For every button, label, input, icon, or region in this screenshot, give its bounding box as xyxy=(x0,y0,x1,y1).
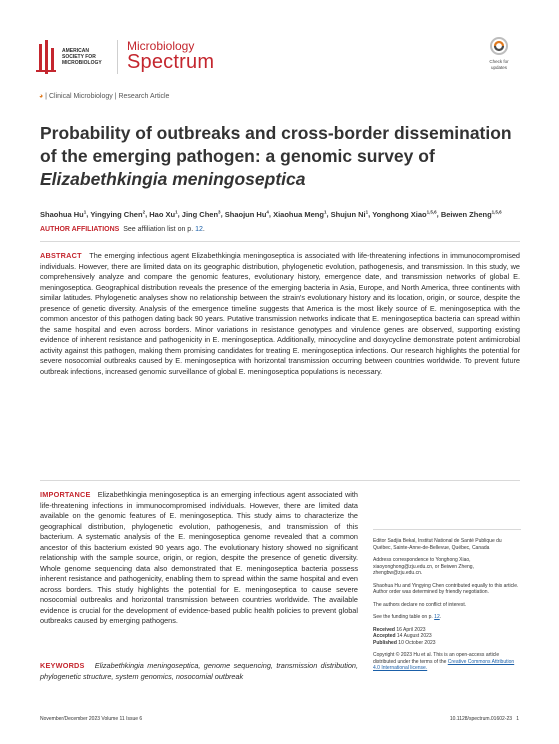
article-title: Probability of outbreaks and cross-border dissemination of the emerging pathogen: a genomic survey of Elizabethkingia meningoseptica xyxy=(40,123,512,189)
abstract: ABSTRACT The emerging infectious agent Elizabethkingia meningoseptica is associated with life-threatening infections in immunocompromised individuals. However, there are limited data on its geographic distribution, phylogenetic evolution, pathogenesis, and transmission. In this study, we comprehensively analyze and compare the genomic features, evolutionary history, emergence date, and transmission networks of global E. meningoseptica. Geographical distribution reveals the presence of the emerging bacteria in Asia, Europe, and North America, three continents with similar latitudes. Phylogenetic analyses show no relationship between the strain's evolutionary history and its location, origin, or source, despite the presence of genetic diversity. Analysis of the emergence timeline suggests that America is the most likely source of E. meningoseptica with the common ancestor of this pathogen dating back 90 years. Putative transmission networks indicate that E. meningoseptica bacteria can spread within the same hospital and even across borders. Minor variations in resistance genotypes and virulence genes are observed, supporting existing evidence of inherent resistance and pathogenicity in E. meningoseptica. Additionally, minocycline and doxycycline demonstrate potent antimicrobial activity against this pathogen, making them promising candidates for treating E. meningoseptica infections. Our research highlights the potential for severe nosocomial outbreaks caused by E. meningoseptica with horizontal transmission occurring between countries worldwide. To prevent future outbreak infections, increased genomic surveillance of global E. meningoseptica populations is necessary. xyxy=(40,251,520,376)
journal-name-line2: Spectrum xyxy=(127,51,215,73)
funding-note: See the funding table on p. 12. xyxy=(373,614,442,620)
published-date: Published 10 October 2023 xyxy=(373,639,436,646)
conflict-note: The authors declare no conflict of interest. xyxy=(373,601,467,608)
check-updates-label: Check for updates xyxy=(489,59,509,70)
author-affiliation-marker: 1 xyxy=(323,209,327,214)
author-name[interactable]: Yingying Chen$^2$ xyxy=(90,209,146,219)
divider xyxy=(40,480,520,481)
category-label: Clinical Microbiology xyxy=(48,93,113,100)
sidebar-divider xyxy=(373,529,521,530)
author-affiliations: AUTHOR AFFILIATIONS See affiliation list on p. 12. xyxy=(40,226,205,233)
author-name[interactable]: Shaohua Hu$^1$ xyxy=(40,209,87,219)
doi[interactable]: 10.1128/spectrum.01602-23 xyxy=(449,716,513,722)
received-date: Received 16 April 2023 xyxy=(373,626,426,633)
author-affiliation-marker: 1 xyxy=(175,209,178,214)
author-name[interactable]: Xiaohua Meng$^1$ xyxy=(273,209,327,219)
check-updates-icon xyxy=(490,37,508,55)
author-affiliation-marker: 1,5,6 xyxy=(426,209,437,214)
author-name[interactable]: Shaojun Hu$^4$ xyxy=(224,209,269,219)
asm-logo[interactable] xyxy=(35,40,115,80)
article-type-label: Research Article xyxy=(118,93,170,100)
author-affiliation-marker: 2 xyxy=(142,209,146,214)
author-affiliation-marker: 1 xyxy=(365,209,369,214)
affiliations-page-link[interactable]: 12 xyxy=(195,226,203,233)
page-number: 1 xyxy=(516,716,519,722)
article-info-sidebar xyxy=(373,538,521,672)
author-name[interactable]: Hao Xu$^1$ xyxy=(149,209,178,219)
copyright-note: Copyright © 2023 Hu et al. This is an open-access article distributed under the terms of the Creative Commons Attribution 4.0 International license. xyxy=(373,652,515,671)
author-name[interactable]: Jing Chen$^3$ xyxy=(181,209,221,219)
doi-page xyxy=(450,716,519,722)
society-name: AMERICAN SOCIETY FOR MICROBIOLOGY xyxy=(62,48,102,66)
author-affiliation-marker: 1 xyxy=(83,209,87,214)
open-access-icon: ◕ xyxy=(39,93,44,100)
asm-logo-icon xyxy=(35,40,57,74)
header-divider xyxy=(117,40,118,74)
license-link[interactable]: Creative Commons Attribution 4.0 International license. xyxy=(373,658,515,671)
correspondence-note: Address correspondence to Yonghong Xiao, xiaoyonghong@zju.edu.cn, or Beiwen Zheng, zhengbw@zju.edu.cn. xyxy=(373,557,474,576)
author-name[interactable]: Shujun Ni$^1$ xyxy=(330,209,369,219)
author-name[interactable]: Yonghong Xiao$^{1,5,6}$ xyxy=(372,209,437,219)
funding-page-link[interactable]: 12 xyxy=(434,614,440,620)
issue-info: November/December 2023 Volume 11 Issue 6 xyxy=(40,716,143,722)
article-category: ◕ | Clinical Microbiology | Research Article xyxy=(39,93,170,100)
keywords: KEYWORDS Elizabethkingia meningoseptica, genome sequencing, transmission distribution, phylogenetic structure, system genomics, nosocomial outbreak xyxy=(40,661,358,681)
author-affiliation-marker: 4 xyxy=(266,209,269,214)
author-affiliation-marker: 1,5,6 xyxy=(491,209,502,214)
editor-note: Editor Sadjia Bekal, Institut National de Santé Publique du Québec, Sainte-Anne-de-Bellevue, Québec, Canada xyxy=(373,538,502,551)
equal-contribution-note: Shaohua Hu and Yingying Chen contributed equally to this article. Author order was determined by friendly negotiation. xyxy=(373,582,519,595)
divider xyxy=(40,241,520,242)
author-name[interactable]: Beiwen Zheng$^{1,5,6}$ xyxy=(440,209,502,219)
journal-name-line1: Microbiology xyxy=(127,39,195,53)
author-list: Shaohua Hu$^1$, Yingying Chen$^2$, Hao Xu$^1$, Jing Chen$^3$, Shaojun Hu$^4$, Xiaohua Meng$^1$, Shujun Ni$^1$, Yonghong Xiao$^{1,5,6}$, Beiwen Zheng$^{1,5,6}$ xyxy=(40,209,502,219)
accepted-date: Accepted 14 August 2023 xyxy=(373,633,432,639)
author-affiliation-marker: 3 xyxy=(218,209,221,214)
check-for-updates-button[interactable] xyxy=(482,37,516,77)
importance-section: IMPORTANCE Elizabethkingia meningoseptica is an emerging infectious agent associated with life-threatening infections in immunocompromised individuals. However, there are limited data available on the genomic features of E. meningoseptica. This study aims to characterize the geographical distribution, phylogenetic evolution, pathogenesis, and transmission of this bacterium. A systematic analysis of the E. meningoseptica genome revealed that a common ancestor of this bacterium existed 90 years ago. The evolutionary history showed no significant relationship with the sample source, origin, or region, despite the presence of genetic diversity. Whole genome sequencing data also demonstrated that E. meningoseptica bacteria possess inherent resistance and pathogenicity, enabling them to spread within the same hospital and even across borders. This study highlights the potential for E. meningoseptica to cause severe nosocomial outbreaks and horizontal transmission between countries worldwide. The available evidence is crucial for the development of evidence-based public health policies to prevent global outbreaks caused by emerging pathogens. xyxy=(40,490,358,625)
